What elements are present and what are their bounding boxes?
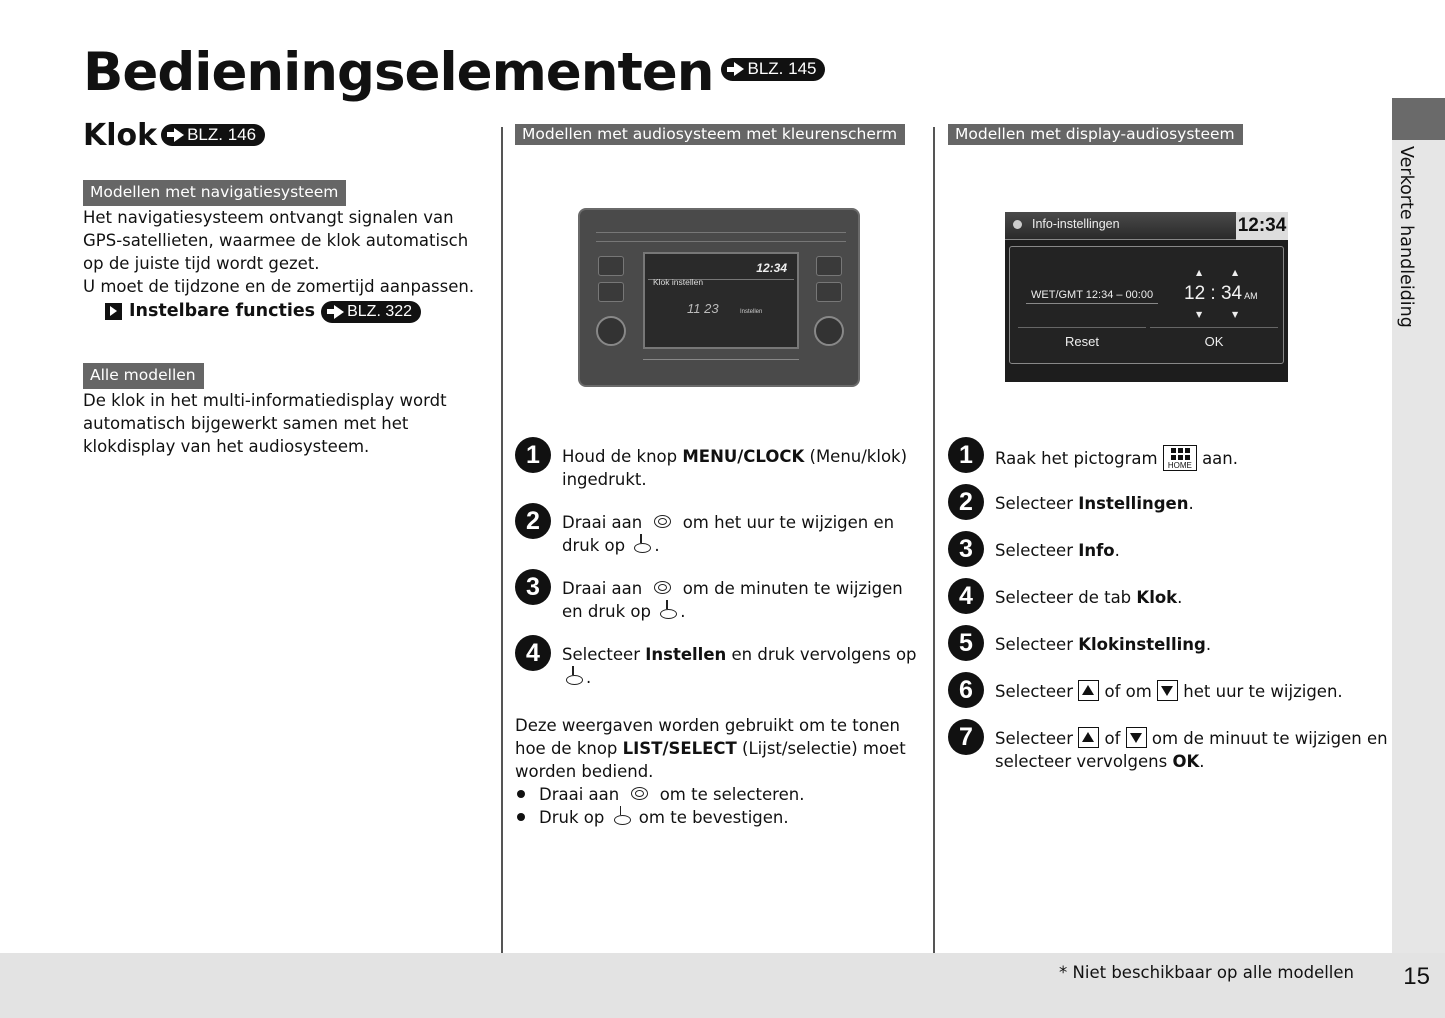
rotary-dial-icon (651, 514, 673, 529)
page-ref-link[interactable]: BLZ. 145 (721, 58, 825, 81)
section-title: Klok BLZ. 146 (83, 118, 265, 153)
arrow-down-icon (1157, 680, 1178, 701)
step-item: 5 Selecteer Klokinstelling. (948, 633, 1388, 661)
step-item: 2 Draai aan om het uur te wijzigen en druk op . (515, 511, 925, 557)
feature-ref-link[interactable]: BLZ. 322 (321, 301, 421, 323)
home-icon: HOME (1163, 445, 1197, 471)
step-item: 4 Selecteer de tab Klok. (948, 586, 1388, 614)
step-item: 6 Selecteer of om het uur te wijzigen. (948, 680, 1388, 708)
arrow-up-icon (1078, 680, 1099, 701)
push-knob-icon (564, 666, 584, 685)
column-divider (933, 127, 935, 953)
ok-button: OK (1150, 327, 1278, 355)
step-item: 4 Selecteer Instellen en druk vervolgens op . (515, 643, 925, 689)
rotary-dial-icon (628, 786, 650, 801)
page-title: Bedieningselementen BLZ. 145 (83, 42, 825, 103)
sidebar-label: Verkorte handleiding (1396, 146, 1416, 328)
push-knob-icon (658, 600, 678, 619)
rotary-dial-icon (651, 580, 673, 595)
push-knob-icon (632, 534, 652, 553)
section-sidebar (1392, 98, 1445, 953)
step-item: 1 Houd de knop MENU/CLOCK (Menu/klok) ingedrukt. (515, 445, 925, 491)
step-item: 3 Selecteer Info. (948, 539, 1388, 567)
list-item: Draai aan om te selecteren. (515, 783, 925, 806)
reset-button: Reset (1018, 327, 1146, 355)
display-audio-tag: Modellen met display-audiosysteem (948, 124, 1243, 145)
left-column (83, 180, 493, 458)
arrow-down-icon (1126, 727, 1147, 748)
color-audio-tag: Modellen met audiosysteem met kleurenscherm (515, 124, 905, 145)
step-item: 7 Selecteer of om de minuut te wijzigen en selecteer vervolgens OK. (948, 727, 1388, 773)
right-steps (948, 440, 1388, 773)
nav-text: Het navigatiesysteem ontvangt signalen van GPS-satellieten, waarmee de klok automatisch op de juiste tijd wordt gezet. (83, 208, 469, 273)
arrow-right-icon (174, 128, 184, 142)
middle-steps (515, 440, 925, 829)
page-number: 15 (1403, 963, 1430, 990)
volume-knob-icon (596, 316, 626, 346)
select-knob-icon (814, 316, 844, 346)
column-divider (501, 127, 503, 953)
middle-column (515, 124, 925, 145)
step-item: 2 Selecteer Instellingen. (948, 492, 1388, 520)
right-column (948, 124, 1388, 145)
nav-models-tag: Modellen met navigatiesysteem (83, 180, 346, 206)
section-ref-link[interactable]: BLZ. 146 (161, 124, 265, 146)
audio-screen: 12:34 Klok instellen 11 23 Instellen (643, 252, 799, 349)
all-models-text: De klok in het multi-informatiedisplay wordt automatisch bijgewerkt samen met het klokdisplay van het audiosysteem. (83, 391, 447, 456)
display-audio-screen-image: Info-instellingen 12:34 WET/GMT 12:34 – 00:00 ▲ ▲ 12 : 34 AM ▼ ▼ Reset OK (1005, 212, 1288, 382)
nav-text-2: U moet de tijdzone en de zomertijd aanpassen. (83, 277, 475, 296)
step-item: 1 Raak het pictogram HOME aan. (948, 445, 1388, 473)
all-models-tag: Alle modellen (83, 363, 204, 389)
arrow-right-icon (734, 62, 744, 76)
knob-bullets (515, 783, 925, 829)
arrow-right-icon (334, 305, 344, 319)
audio-unit-image (578, 208, 860, 387)
list-item: Druk op om te bevestigen. (515, 806, 925, 829)
knob-note: Deze weergaven worden gebruikt om te tonen hoe de knop LIST/SELECT (Lijst/selectie) moet worden bediend. (515, 716, 906, 781)
footnote: * Niet beschikbaar op alle modellen (1059, 963, 1354, 982)
step-item: 3 Draai aan om de minuten te wijzigen en druk op . (515, 577, 925, 623)
feature-link[interactable]: Instelbare functies BLZ. 322 (105, 300, 493, 323)
page-footer (0, 953, 1445, 1018)
arrow-box-icon (105, 303, 122, 320)
section-tab[interactable] (1392, 98, 1445, 140)
arrow-up-icon (1078, 727, 1099, 748)
push-knob-icon (612, 806, 632, 825)
